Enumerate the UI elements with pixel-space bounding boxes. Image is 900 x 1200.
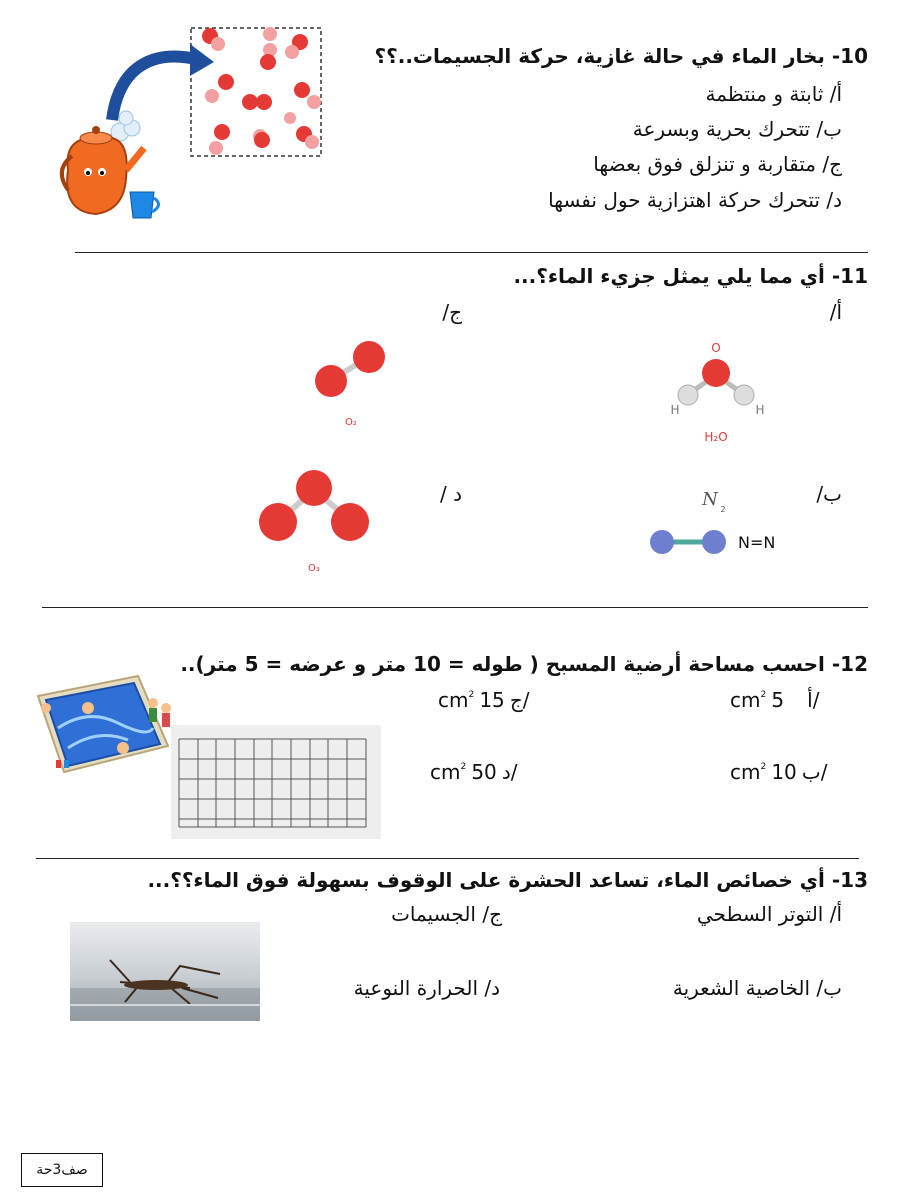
h2o-molecule-image[interactable] xyxy=(660,335,780,455)
o2-molecule-image[interactable] xyxy=(305,335,405,435)
o3-molecule-image[interactable] xyxy=(250,468,380,578)
separator-2 xyxy=(42,607,868,608)
q12-question: 12- احسب مساحة أرضية المسبح ( طوله = 10 متر و عرضه = 5 متر).. xyxy=(180,652,868,676)
q13-option-b[interactable]: ب/ الخاصية الشعرية xyxy=(672,976,842,1000)
q12-c-power: 2 xyxy=(468,690,475,700)
q12-a-number: 5 xyxy=(771,688,785,712)
q12-a-unit: cm xyxy=(730,688,761,712)
page-label-box: صف3حة xyxy=(21,1153,103,1187)
separator-3 xyxy=(36,858,859,859)
q12-option-a[interactable] xyxy=(730,688,819,712)
grid-illustration xyxy=(171,725,381,839)
h2o-h-left-label: H xyxy=(670,403,680,417)
q11-letter-a[interactable]: أ/ xyxy=(829,300,842,324)
cup-icon xyxy=(130,192,159,218)
q12-c-number: 15 xyxy=(479,688,505,712)
n2-script-label: N xyxy=(702,489,718,510)
q10-option-a[interactable]: أ/ ثابتة و منتظمة xyxy=(705,82,842,106)
q10-option-d[interactable]: د/ تتحرك حركة اهتزازية حول نفسها xyxy=(548,188,842,212)
q12-option-b[interactable] xyxy=(730,760,827,784)
q12-d-letter: د/ xyxy=(501,760,518,784)
q12-b-number: 10 xyxy=(771,760,797,784)
q13-option-c[interactable]: ج/ الجسيمات xyxy=(391,902,502,926)
q13-option-d[interactable]: د/ الحرارة النوعية xyxy=(353,976,500,1000)
q12-b-unit: cm xyxy=(730,760,761,784)
o2-formula-label: O₂ xyxy=(345,417,357,428)
q13-option-a[interactable]: أ/ التوتر السطحي xyxy=(696,902,842,926)
q12-option-c[interactable] xyxy=(438,688,530,712)
q12-c-unit: cm xyxy=(438,688,469,712)
q12-b-letter: ب/ xyxy=(801,760,828,784)
q10-option-c[interactable]: ج/ متقاربة و تنزلق فوق بعضها xyxy=(593,152,842,176)
pool-illustration xyxy=(28,668,178,783)
n2-script-sub-label: 2 xyxy=(720,505,726,514)
q10-option-b[interactable]: ب/ تتحرك بحرية وبسرعة xyxy=(632,117,842,141)
h2o-h-right-label: H xyxy=(755,403,765,417)
arrow-icon xyxy=(112,57,200,120)
q10-question: 10- بخار الماء في حالة غازية، حركة الجسيمات..؟؟ xyxy=(374,44,868,68)
q13-question: 13- أي خصائص الماء، تساعد الحشرة على الوقوف بسهولة فوق الماء؟؟... xyxy=(147,868,868,892)
q12-a-power: 2 xyxy=(760,690,767,700)
kettle-steam-illustration xyxy=(50,10,340,230)
separator-1 xyxy=(75,252,868,253)
q12-b-power: 2 xyxy=(760,762,767,772)
q11-question: 11- أي مما يلي يمثل جزيء الماء؟... xyxy=(513,264,868,288)
q12-d-power: 2 xyxy=(460,762,467,772)
n2-molecule-image[interactable] xyxy=(640,480,800,560)
gas-particles xyxy=(202,27,321,155)
h2o-formula-label: H₂O xyxy=(704,430,728,444)
q12-c-letter: ج/ xyxy=(509,688,530,712)
water-strider-photo xyxy=(70,922,260,1021)
q11-letter-b[interactable]: ب/ xyxy=(816,482,842,506)
q12-a-letter: أ/ xyxy=(807,688,820,712)
q12-option-d[interactable] xyxy=(430,760,518,784)
q11-letter-d[interactable]: د / xyxy=(439,482,462,506)
q12-d-unit: cm xyxy=(430,760,461,784)
q11-letter-c[interactable]: ج/ xyxy=(442,300,462,324)
h2o-o-label: O xyxy=(711,341,721,355)
o3-formula-label: O₃ xyxy=(308,563,320,574)
n2-formula-label: N=N xyxy=(738,533,776,552)
q12-d-number: 50 xyxy=(471,760,497,784)
